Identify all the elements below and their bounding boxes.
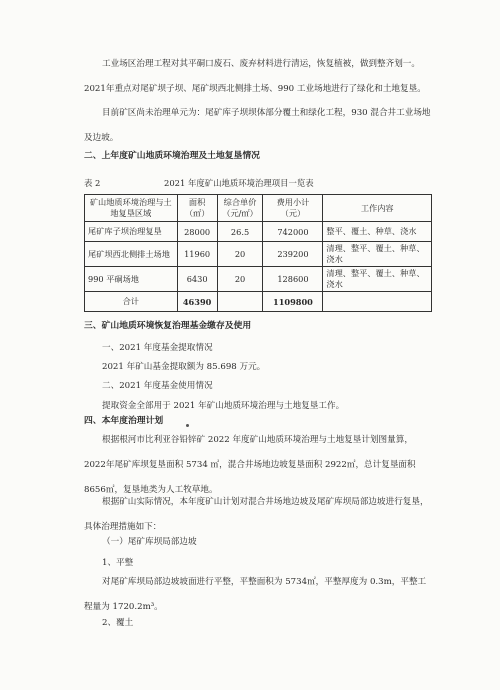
cell-size: 11960: [177, 242, 217, 267]
header-price: 综合单价（元/㎡）: [217, 195, 263, 222]
cell-area: 尾矿库子坝治理复垦: [85, 222, 178, 242]
cell-cost: 239200: [263, 242, 323, 267]
cell-cost: 742000: [263, 222, 323, 242]
header-size: 面积（㎡）: [177, 195, 217, 222]
header-area: 矿山地质环境治理与土地复垦区域: [85, 195, 178, 222]
plan-paragraph-area: 根据根河市比利亚谷铅锌矿 2022 年度矿山地质环境治理与土地复垦计划图量算，2022年尾矿库坝复垦面积 5734 ㎡，混合井场地边坡复垦面积 2922㎡，总计复垦面积 8656㎡，复垦地类为人工牧草地。: [84, 435, 416, 495]
fund-usage-text: 提取资金全部用于 2021 年矿山地质环境治理与土地复垦工作。: [102, 401, 345, 411]
table-row: [85, 222, 432, 242]
cell-price: 20: [217, 242, 263, 267]
plan-subheading-tailings-slope: （一）尾矿库坝局部边坡: [102, 537, 197, 547]
cell-total-work: [323, 292, 432, 312]
cell-price: 26.5: [217, 222, 263, 242]
cell-cost: 128600: [263, 267, 323, 292]
table-row: [85, 242, 432, 267]
table-header-row: [85, 195, 432, 222]
cell-total-size: 46390: [177, 292, 217, 312]
fund-withdrawal-text: 2021 年矿山基金提取额为 85.698 万元。: [102, 362, 266, 372]
scan-mark: [186, 424, 189, 427]
cell-size: 28000: [177, 222, 217, 242]
paragraph-rehabilitation-summary: 工业场区治理工程对其平硐口废石、废弃材料进行清运，恢复植被，做到整齐划一。2021年重点对尾矿坝子坝、尾矿坝西北侧排土场、990 工业场地进行了绿化和土地复垦。: [84, 59, 426, 94]
cell-total-label: 合计: [85, 292, 178, 312]
cell-work: 清理、整平、覆土、种草、浇水: [323, 242, 432, 267]
plan-paragraph-measures: 根据矿山实际情况，本年度矿山计划对混合井场地边坡及尾矿库坝局部边坡进行复垦，具体治理措施如下：: [84, 497, 429, 532]
cell-total-cost: 1109800: [263, 292, 323, 312]
cell-work: 整平、覆土、种草、浇水: [323, 222, 432, 242]
governance-projects-table: [84, 194, 432, 312]
table-row: [85, 267, 432, 292]
cell-total-price: [217, 292, 263, 312]
cell-area: 尾矿坝西北侧排土场地: [85, 242, 178, 267]
fund-subheading-usage: 二、2021 年度基金使用情况: [102, 381, 213, 391]
table-total-row: [85, 292, 432, 312]
cell-price: 20: [217, 267, 263, 292]
cell-work: 清理、整平、覆土、种草、浇水: [323, 267, 432, 292]
header-work: 工作内容: [323, 195, 432, 222]
cell-size: 6430: [177, 267, 217, 292]
section-heading-plan: 四、本年度治理计划: [84, 416, 164, 426]
fund-subheading-withdrawal: 一、2021 年度基金提取情况: [102, 343, 213, 353]
plan-item-leveling: 1、平整: [102, 558, 134, 568]
header-cost: 费用小计（元）: [263, 195, 323, 222]
plan-leveling-text: 对尾矿库坝局部边坡坡面进行平整，平整面积为 5734㎡，平整厚度为 0.3m，平整工程量为 1720.2m³。: [84, 577, 427, 612]
table-number: 表 2: [84, 178, 101, 188]
cell-area: 990 平硐场地: [85, 267, 178, 292]
paragraph-untreated-units: 目前矿区尚未治理单元为：尾矿库子坝坝体部分覆土和绿化工程，930 混合井工业场地及边坡。: [84, 108, 431, 143]
table-title: 2021 年度矿山地质环境治理项目一览表: [164, 178, 314, 188]
section-heading-last-year: 二、上年度矿山地质环境治理及土地复垦情况: [84, 151, 260, 161]
plan-item-soil-cover: 2、覆土: [102, 618, 134, 628]
section-heading-fund: 三、矿山地质环境恢复治理基金缴存及使用: [84, 321, 252, 331]
